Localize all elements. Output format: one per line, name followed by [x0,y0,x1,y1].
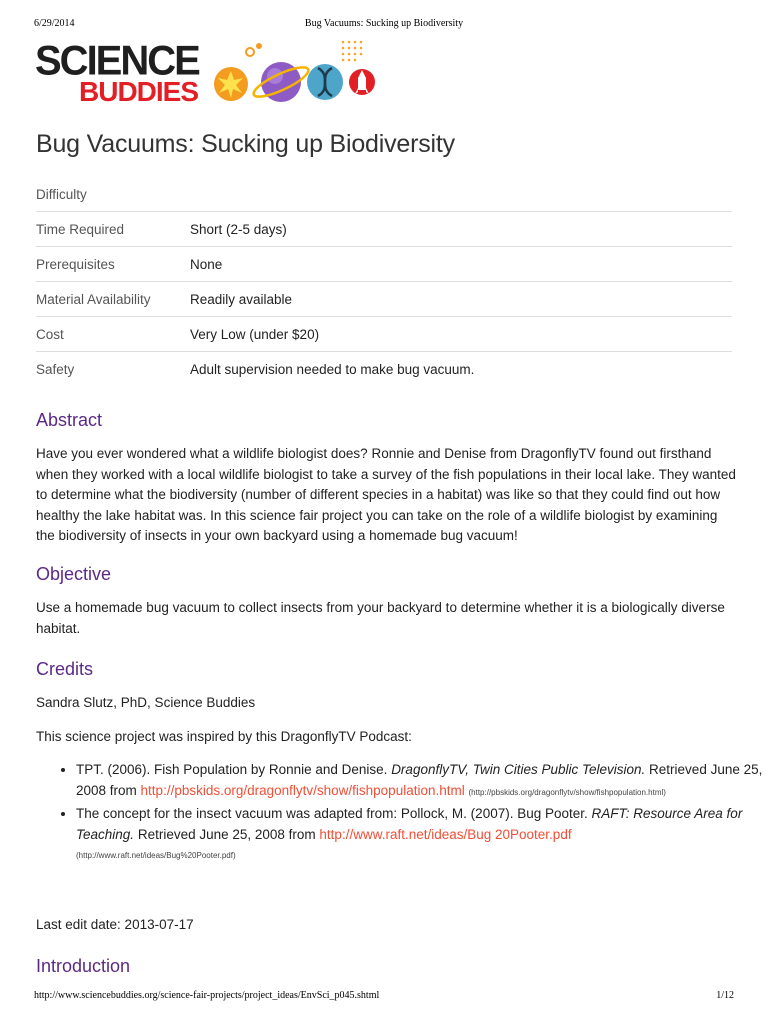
meta-value: Very Low (under $20) [190,317,732,352]
objective-text: Use a homemade bug vacuum to collect insects from your backyard to determine whether it is a biologically diverse habitat. [36,600,725,636]
reference-item: • TPT. (2006). Fish Population by Ronnie and Denise. DragonflyTV, Twin Cities Public Television. Retrieved June 25, 2008 from http://pbskids.org/dragonflytv/show/fishpopulation.html (http://pbskids.org/dragonflytv/show/fishpopulation.html) [76,760,768,803]
meta-value: Readily available [190,282,732,317]
credits-author: Sandra Slutz, PhD, Science Buddies [36,695,256,710]
print-title: Bug Vacuums: Sucking up Biodiversity [304,18,464,29]
science-buddies-logo[interactable] [35,38,365,110]
meta-row-safety [36,352,732,387]
objective-heading: Objective [36,564,112,584]
abstract-text: Have you ever wondered what a wildlife biologist does? Ronnie and Denise from DragonflyTV found out firsthand when they worked with a local wildlife biologist to take a survey of the fish populations in their local lake. They wanted to determine what the biodiversity (number of different species in a habitat) was like so that they could find out how healthy the lake habitat was. In this science fair project you can take on the role of a wildlife biologist by examining the biodiversity of insects in your own backyard using a homemade bug vacuum! [36,446,736,543]
reference-url-small: (http://pbskids.org/dragonflytv/show/fishpopulation.html) [468,787,666,797]
meta-label: Prerequisites [36,247,190,282]
meta-row-cost [36,317,732,352]
print-header [34,18,734,32]
meta-label: Time Required [36,212,190,247]
project-meta-table [36,177,732,386]
credits-inspired: This science project was inspired by this DragonflyTV Podcast: [36,729,412,744]
meta-label: Cost [36,317,190,352]
page-number: 1/12 [716,990,734,1001]
references-list [36,760,768,868]
meta-value: Short (2-5 days) [190,212,732,247]
credits-heading: Credits [36,659,94,679]
meta-row-material [36,282,732,317]
meta-value [190,177,732,212]
meta-label: Difficulty [36,177,190,212]
abstract-heading: Abstract [36,410,103,430]
introduction-heading: Introduction [36,956,131,976]
dna-icon [307,64,343,100]
planet-icon [250,62,311,102]
print-date: 6/29/2014 [34,18,75,29]
reference-link[interactable]: http://www.raft.net/ideas/Bug 20Pooter.pdf [319,826,572,842]
meta-label: Material Availability [36,282,190,317]
print-footer [34,990,734,1004]
meta-label: Safety [36,361,75,377]
meta-value: Adult supervision needed to make bug vacuum. [190,361,475,377]
logo-icons [175,38,375,110]
reference-url-small: (http://www.raft.net/ideas/Bug%20Pooter.pdf) [76,851,236,860]
page-title: Bug Vacuums: Sucking up Biodiversity [36,130,455,158]
rocket-icon [349,69,375,95]
meta-row-time [36,212,732,247]
last-edit-date: Last edit date: 2013-07-17 [36,917,194,932]
reference-link[interactable]: http://pbskids.org/dragonflytv/show/fishpopulation.html [140,782,465,798]
meta-value: None [190,247,732,282]
print-url: http://www.sciencebuddies.org/science-fair-projects/project_ideas/EnvSci_p045.shtml [34,990,380,1001]
reference-item: • The concept for the insect vacuum was adapted from: Pollock, M. (2007). Bug Pooter. RAFT: Resource Area for Teaching. Retrieved June 25, 2008 from http://www.raft.net/ideas/Bug 20Pooter.pdf (http://www.raft.net/ideas/Bug%20Pooter.pdf) [76,804,768,867]
meta-row-prerequisites [36,247,732,282]
logo-text-science: SCIENCE [35,37,199,84]
logo-text-buddies: BUDDIES [79,76,199,107]
meta-row-difficulty [36,177,732,212]
